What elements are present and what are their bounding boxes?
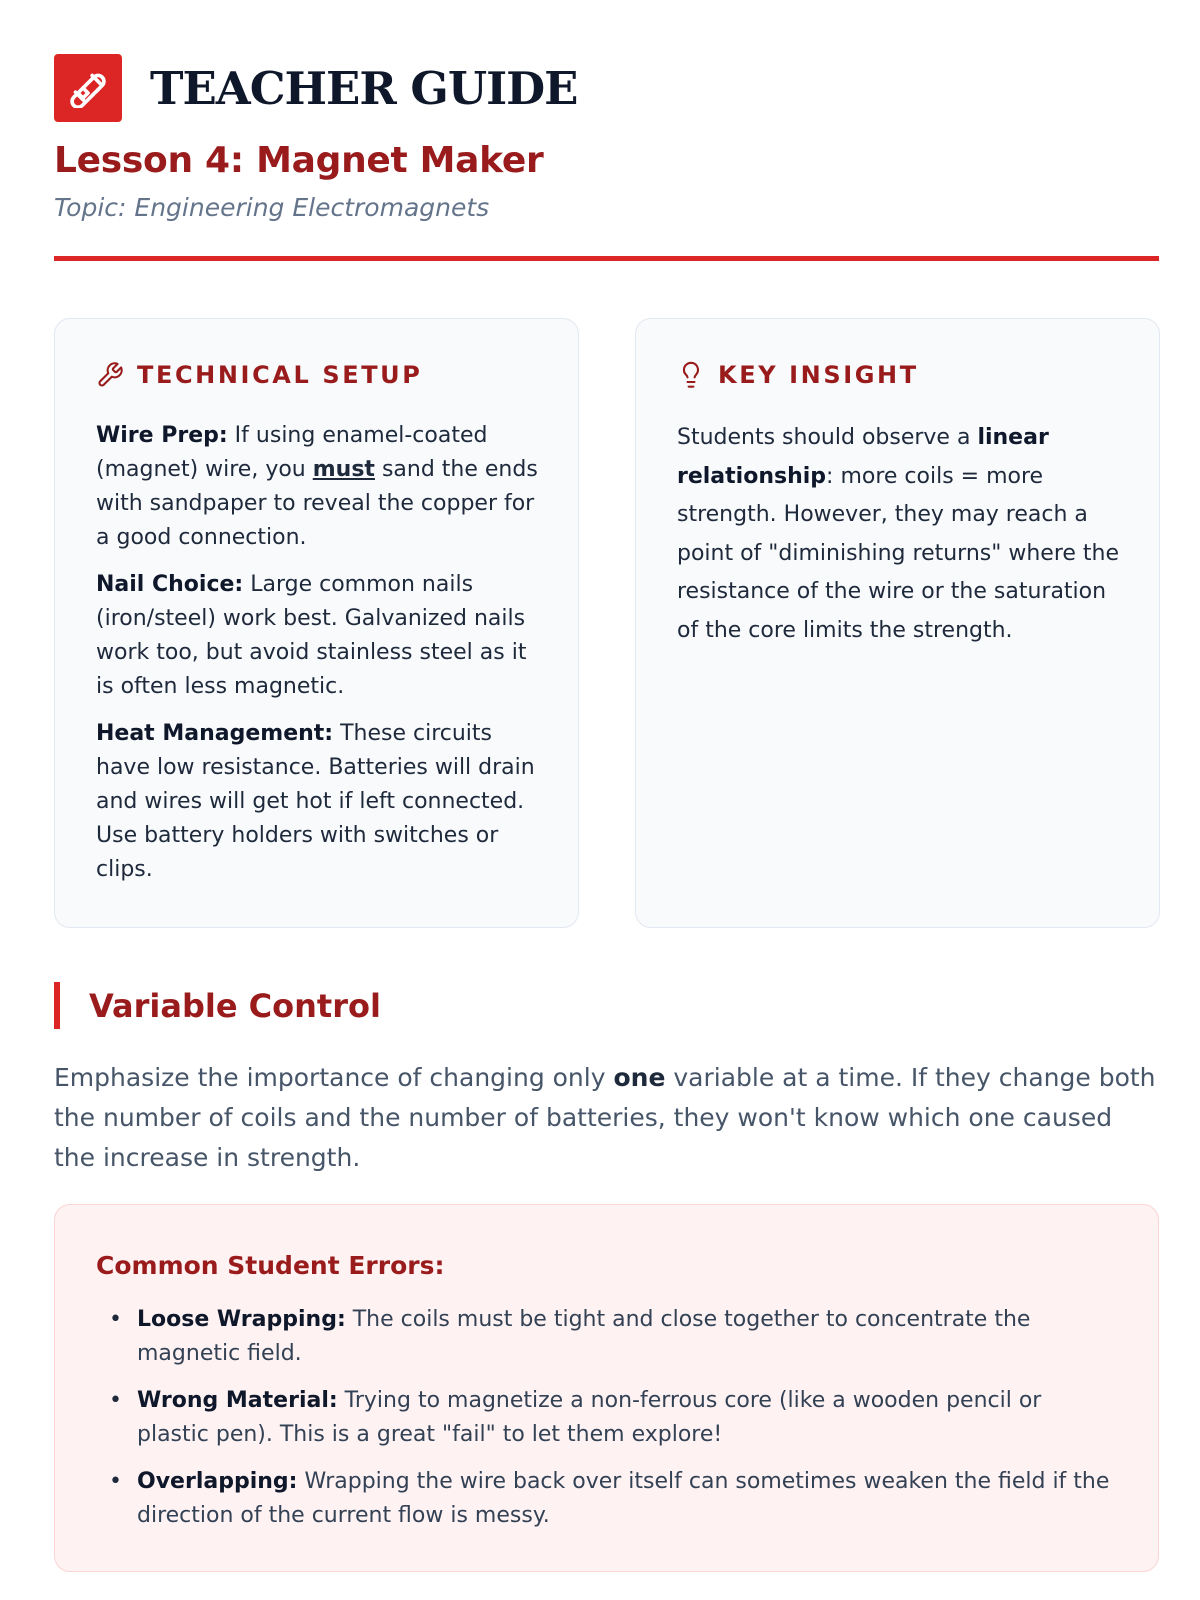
common-errors-title: Common Student Errors: bbox=[96, 1251, 445, 1280]
technical-setup-label: TECHNICAL SETUP bbox=[137, 361, 423, 389]
list-item bbox=[96, 1303, 1116, 1371]
error-term: Overlapping: bbox=[137, 1469, 298, 1494]
variable-text: Emphasize the importance of changing only bbox=[54, 1063, 614, 1092]
page-header bbox=[54, 54, 1146, 222]
variable-control-heading bbox=[54, 982, 381, 1029]
key-insight-card bbox=[635, 318, 1160, 928]
setup-item-heat-management bbox=[96, 717, 546, 887]
variable-emphasis: one bbox=[613, 1063, 666, 1092]
brand bbox=[54, 54, 1146, 122]
list-item bbox=[96, 1384, 1116, 1452]
technical-setup-card bbox=[54, 318, 579, 928]
technical-setup-body bbox=[96, 419, 546, 900]
error-term: Loose Wrapping: bbox=[137, 1307, 346, 1332]
variable-text: variable at a time. If they change both the number of coils and the number of batteries, they won't know which one caused the increase in strength. bbox=[54, 1063, 1156, 1172]
key-insight-label: KEY INSIGHT bbox=[718, 361, 919, 389]
error-text: Trying to magnetize a non-ferrous core (like a wooden pencil or plastic pen). This is a great "fail" to let them explore! bbox=[137, 1388, 1042, 1447]
topic-subtitle: Topic: Engineering Electromagnets bbox=[54, 193, 490, 222]
key-insight-body bbox=[677, 419, 1127, 650]
technical-setup-header bbox=[96, 361, 422, 389]
insight-text: Students should observe a bbox=[677, 425, 978, 450]
key-insight-header bbox=[677, 361, 919, 389]
setup-text: Large common nails (iron/steel) work best. Galvanized nails work too, but avoid stainless steel as it is often less magnetic. bbox=[96, 572, 527, 699]
setup-emphasis: must bbox=[312, 457, 375, 482]
error-text: Wrapping the wire back over itself can sometimes weaken the field if the direction of the current flow is messy. bbox=[137, 1469, 1110, 1528]
magnet-logo-icon bbox=[54, 54, 122, 122]
insight-emphasis: linear relationship bbox=[677, 425, 1049, 489]
common-errors-box bbox=[54, 1204, 1159, 1572]
setup-text: These circuits have low resistance. Batteries will drain and wires will get hot if left connected. Use battery holders with switches or clips. bbox=[96, 721, 535, 882]
errors-list bbox=[96, 1303, 1116, 1546]
setup-term: Nail Choice: bbox=[96, 572, 244, 597]
header-divider bbox=[54, 256, 1159, 261]
error-term: Wrong Material: bbox=[137, 1388, 338, 1413]
wrench-icon bbox=[96, 361, 124, 389]
insight-text: : more coils = more strength. However, they may reach a point of "diminishing returns" where the resistance of the wire or the saturation of the core limits the strength. bbox=[677, 463, 1120, 643]
setup-term: Heat Management: bbox=[96, 721, 334, 746]
variable-control-text bbox=[54, 1058, 1159, 1178]
error-text: The coils must be tight and close together to concentrate the magnetic field. bbox=[137, 1307, 1031, 1366]
setup-item-nail-choice bbox=[96, 568, 546, 704]
variable-control-title: Variable Control bbox=[89, 986, 381, 1025]
brand-title: TEACHER GUIDE bbox=[150, 61, 578, 115]
setup-term: Wire Prep: bbox=[96, 423, 228, 448]
setup-item-wire-prep bbox=[96, 419, 546, 555]
setup-text: sand the ends with sandpaper to reveal the copper for a good connection. bbox=[96, 457, 538, 550]
lightbulb-icon bbox=[677, 361, 705, 389]
setup-text: If using enamel-coated (magnet) wire, you bbox=[96, 423, 488, 482]
section-accent-bar bbox=[54, 982, 60, 1029]
lesson-title: Lesson 4: Magnet Maker bbox=[54, 140, 544, 181]
list-item bbox=[96, 1465, 1116, 1533]
